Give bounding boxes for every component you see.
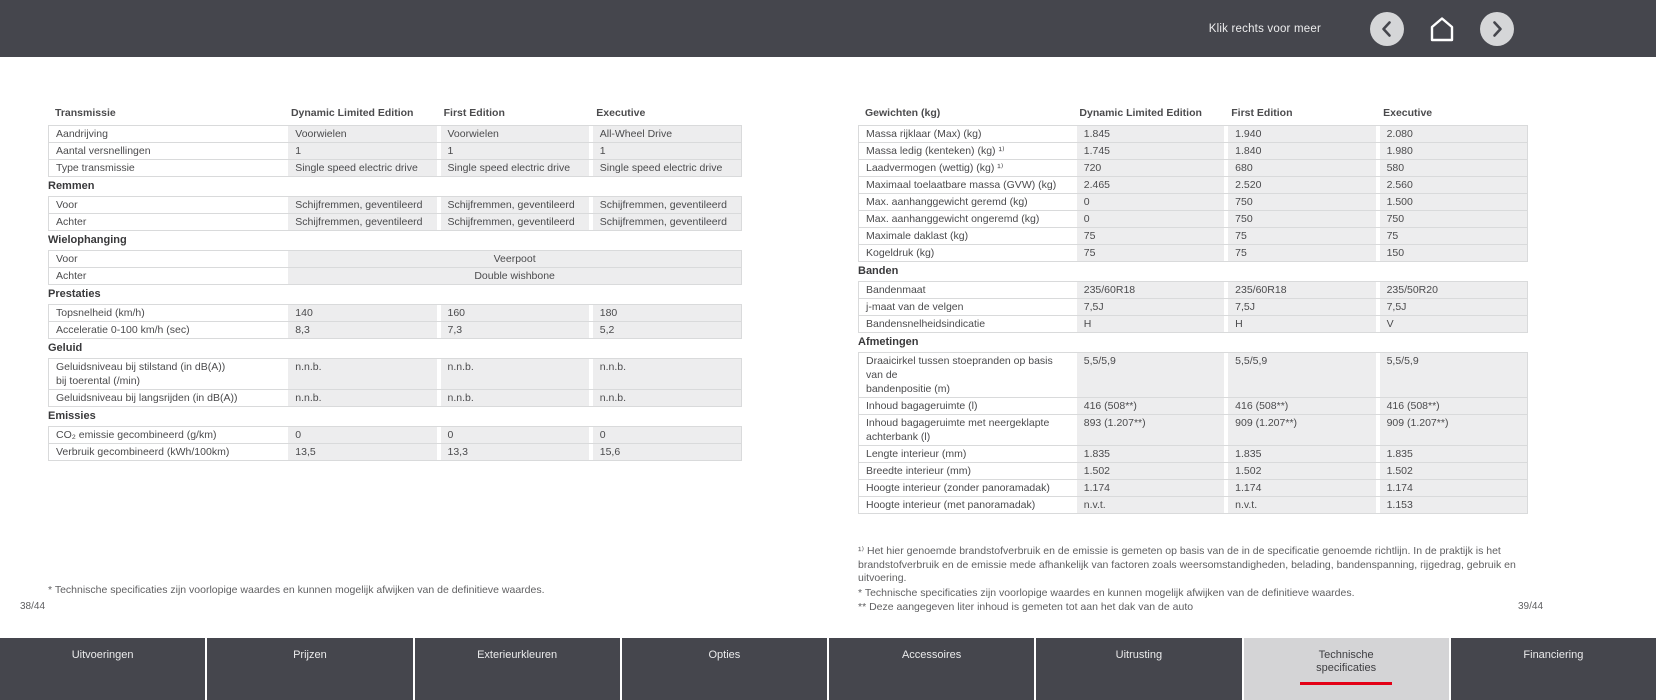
cell-value: 1.745	[1073, 143, 1224, 159]
table-row	[859, 496, 1527, 513]
cell-value: Voorwielen	[437, 126, 589, 142]
cell-value: 1.502	[1224, 463, 1375, 479]
section-title: Remmen	[48, 180, 95, 192]
cell-value: Single speed electric drive	[437, 160, 589, 176]
row-label: Maximale daklast (kg)	[859, 228, 1073, 244]
tab-prijzen[interactable]	[207, 638, 412, 700]
row-label: Geluidsniveau bij langsrijden (in dB(A))	[49, 390, 284, 406]
cell-value: Schijfremmen, geventileerd	[589, 214, 741, 230]
footnote: ** Deze aangegeven liter inhoud is gemeten tot aan het dak van de auto	[858, 601, 1194, 613]
row-label: Achter	[49, 268, 284, 284]
cell-value: 13,3	[437, 444, 589, 460]
section-rows	[48, 358, 742, 407]
home-button[interactable]	[1427, 14, 1457, 44]
cell-value: Schijfremmen, geventileerd	[284, 214, 436, 230]
footnote: ¹⁾ Het hier genoemde brandstofverbruik en de emissie is gemeten op basis van de in de specificatie genoemde richtlijn. In de praktijk is het brandstofverbruik en de emissie mede afhankelijk van factoren zoals weersomstandigheden, belading, bandenspanning, rijgedrag, gebruik en uitvoering.	[858, 545, 1516, 584]
home-icon	[1427, 14, 1457, 44]
tab-label: Opties	[708, 649, 741, 661]
section-title: Prestaties	[48, 288, 101, 300]
row-label: Aandrijving	[49, 126, 284, 142]
table-row	[49, 389, 741, 406]
cell-value: 1	[284, 143, 436, 159]
cell-value: All-Wheel Drive	[589, 126, 741, 142]
row-label: Max. aanhanggewicht ongeremd (kg)	[859, 211, 1073, 227]
cell-value: Single speed electric drive	[284, 160, 436, 176]
table-row	[859, 445, 1527, 462]
section-title: Geluid	[48, 342, 83, 354]
section-title: Wielophanging	[48, 234, 127, 246]
cell-value: 750	[1376, 211, 1527, 227]
row-label: Massa rijklaar (Max) (kg)	[859, 126, 1073, 142]
cell-value: 1.502	[1376, 463, 1527, 479]
tab-technische-specificaties[interactable]	[1244, 638, 1449, 700]
cell-value: 5,5/5,9	[1376, 353, 1527, 397]
active-tab-indicator	[1300, 682, 1392, 685]
column-header: Dynamic Limited Edition	[1079, 107, 1202, 119]
tab-label: Exterieurkleuren	[477, 649, 558, 661]
row-label: Massa ledig (kenteken) (kg) ¹⁾	[859, 143, 1073, 159]
tab-accessoires[interactable]	[829, 638, 1034, 700]
row-label: Kogeldruk (kg)	[859, 245, 1073, 261]
cell-value: H	[1224, 316, 1375, 332]
page-number-right: 39/44	[1518, 601, 1544, 612]
column-header: First Edition	[1231, 107, 1293, 119]
cell-value: 2.080	[1376, 126, 1527, 142]
footnote: * Technische specificaties zijn voorlopige waardes en kunnen mogelijk afwijken van de definitieve waardes.	[858, 586, 1355, 599]
cell-value: 7,5J	[1376, 299, 1527, 315]
cell-value: 1.502	[1073, 463, 1224, 479]
row-label: Breedte interieur (mm)	[859, 463, 1073, 479]
cell-value: 7,5J	[1224, 299, 1375, 315]
chevron-right-icon	[1480, 12, 1514, 46]
row-label: Draaicirkel tussen stoepranden op basis van de bandenpositie (m)	[859, 353, 1073, 397]
cell-value: 1.835	[1224, 446, 1375, 462]
cell-value: 235/60R18	[1073, 282, 1224, 298]
cell-value: 909 (1.207**)	[1224, 415, 1375, 445]
table-row	[859, 397, 1527, 414]
cell-value: 75	[1224, 245, 1375, 261]
row-label: Voor	[49, 251, 284, 267]
tab-uitvoeringen[interactable]	[0, 638, 205, 700]
table-row	[859, 315, 1527, 332]
cell-value: 0	[589, 427, 741, 443]
cell-value: 893 (1.207**)	[1073, 415, 1224, 445]
cell-value: n.n.b.	[589, 390, 741, 406]
cell-value: 416 (508**)	[1224, 398, 1375, 414]
section-title: Banden	[858, 265, 899, 277]
cell-value: n.v.t.	[1224, 497, 1375, 513]
cell-value: 180	[589, 305, 741, 321]
row-label: Acceleratie 0-100 km/h (sec)	[49, 322, 284, 338]
footnotes-block	[858, 545, 1558, 616]
chevron-left-icon	[1370, 12, 1404, 46]
cell-value: 160	[437, 305, 589, 321]
section-title: Emissies	[48, 410, 96, 422]
cell-value: 5,2	[589, 322, 741, 338]
cell-value: n.v.t.	[1073, 497, 1224, 513]
cell-value: 1.845	[1073, 126, 1224, 142]
section-rows	[48, 196, 742, 231]
cell-value: 1.835	[1073, 446, 1224, 462]
tab-label: Financiering	[1523, 649, 1584, 661]
table-row	[859, 298, 1527, 315]
cell-value: n.n.b.	[589, 359, 741, 389]
row-label: Type transmissie	[49, 160, 284, 176]
cell-value: 2.520	[1224, 177, 1375, 193]
column-header: Executive	[596, 107, 646, 119]
section-title: Gewichten (kg)	[865, 107, 941, 119]
tab-opties[interactable]	[622, 638, 827, 700]
cell-value: 75	[1224, 228, 1375, 244]
table-row	[859, 126, 1527, 142]
cell-value: 1.940	[1224, 126, 1375, 142]
table-row	[859, 282, 1527, 298]
cell-value: 75	[1073, 245, 1224, 261]
table-row	[49, 443, 741, 460]
row-label: Aantal versnellingen	[49, 143, 284, 159]
row-label: j-maat van de velgen	[859, 299, 1073, 315]
section-rows	[858, 352, 1528, 514]
bottom-tab-bar	[0, 638, 1656, 700]
cell-value: 1.840	[1224, 143, 1375, 159]
cell-value: 416 (508**)	[1073, 398, 1224, 414]
cell-value: n.n.b.	[437, 390, 589, 406]
cell-value: 1	[589, 143, 741, 159]
cell-value: 13,5	[284, 444, 436, 460]
cell-value: 0	[1073, 194, 1224, 210]
cell-value: 2.465	[1073, 177, 1224, 193]
table-row	[859, 159, 1527, 176]
cell-value: 5,5/5,9	[1073, 353, 1224, 397]
top-bar	[0, 0, 1656, 57]
cell-value: Schijfremmen, geventileerd	[589, 197, 741, 213]
cell-value: 140	[284, 305, 436, 321]
row-label: Topsnelheid (km/h)	[49, 305, 284, 321]
tab-uitrusting[interactable]	[1036, 638, 1241, 700]
tab-label: Prijzen	[293, 649, 327, 661]
cell-value: H	[1073, 316, 1224, 332]
row-label: Lengte interieur (mm)	[859, 446, 1073, 462]
header-hint: Klik rechts voor meer	[1208, 22, 1321, 35]
row-label: CO₂ emissie gecombineerd (g/km)	[49, 427, 284, 443]
table-row	[859, 244, 1527, 261]
cell-value: 1.174	[1376, 480, 1527, 496]
section-rows	[858, 125, 1528, 262]
table-row	[49, 267, 741, 284]
table-row	[859, 176, 1527, 193]
cell-value: 7,5J	[1073, 299, 1224, 315]
table-row	[859, 414, 1527, 445]
cell-value: 1.980	[1376, 143, 1527, 159]
cell-value: 0	[284, 427, 436, 443]
tab-label: Uitvoeringen	[71, 649, 134, 661]
table-row	[859, 479, 1527, 496]
table-row	[49, 197, 741, 213]
cell-value: n.n.b.	[437, 359, 589, 389]
table-row	[49, 126, 741, 142]
back-button[interactable]	[1370, 12, 1404, 46]
cell-value: 5,5/5,9	[1224, 353, 1375, 397]
table-header-row	[858, 106, 1528, 125]
cell-value: 750	[1224, 194, 1375, 210]
cell-value: 235/60R18	[1224, 282, 1375, 298]
row-label: Hoogte interieur (met panoramadak)	[859, 497, 1073, 513]
row-label: Verbruik gecombineerd (kWh/100km)	[49, 444, 284, 460]
specs-table-left	[48, 106, 742, 461]
row-label: Inhoud bagageruimte met neergeklapte achterbank (l)	[859, 415, 1073, 445]
cell-value: 1.500	[1376, 194, 1527, 210]
forward-button[interactable]	[1480, 12, 1514, 46]
table-row	[859, 210, 1527, 227]
cell-value: 8,3	[284, 322, 436, 338]
column-header: Dynamic Limited Edition	[290, 107, 414, 119]
page-number-left: 38/44	[20, 601, 46, 612]
cell-value: Schijfremmen, geventileerd	[284, 197, 436, 213]
table-row	[49, 359, 741, 389]
tab-exterieurkleuren[interactable]	[415, 638, 620, 700]
cell-value: 0	[1073, 211, 1224, 227]
cell-value: Schijfremmen, geventileerd	[437, 214, 589, 230]
table-row	[859, 142, 1527, 159]
table-row	[49, 142, 741, 159]
section-title: Afmetingen	[858, 336, 919, 348]
footnote: * Technische specificaties zijn voorlopige waardes en kunnen mogelijk afwijken van de definitieve waardes.	[48, 584, 545, 596]
tab-financiering[interactable]	[1451, 638, 1656, 700]
column-header: Executive	[1383, 107, 1433, 119]
cell-value: Double wishbone	[284, 268, 741, 284]
section-rows	[48, 125, 742, 177]
cell-value: 15,6	[589, 444, 741, 460]
cell-value: n.n.b.	[284, 359, 436, 389]
section-rows	[48, 304, 742, 339]
tab-label: Accessoires	[901, 649, 962, 661]
cell-value: 909 (1.207**)	[1376, 415, 1527, 445]
section-title: Transmissie	[55, 107, 116, 119]
table-row	[49, 251, 741, 267]
specs-table-right	[858, 106, 1528, 514]
cell-value: 1.174	[1224, 480, 1375, 496]
table-row	[859, 193, 1527, 210]
cell-value: 235/50R20	[1376, 282, 1527, 298]
cell-value: 580	[1376, 160, 1527, 176]
row-label: Inhoud bagageruimte (l)	[859, 398, 1073, 414]
section-rows	[858, 281, 1528, 333]
table-header-row	[48, 106, 742, 125]
cell-value: 75	[1073, 228, 1224, 244]
cell-value: 2.560	[1376, 177, 1527, 193]
cell-value: 680	[1224, 160, 1375, 176]
row-label: Hoogte interieur (zonder panoramadak)	[859, 480, 1073, 496]
cell-value: n.n.b.	[284, 390, 436, 406]
table-row	[49, 159, 741, 176]
row-label: Voor	[49, 197, 284, 213]
cell-value: Voorwielen	[284, 126, 436, 142]
cell-value: 1.153	[1376, 497, 1527, 513]
row-label: Laadvermogen (wettig) (kg) ¹⁾	[859, 160, 1073, 176]
cell-value: 1.835	[1376, 446, 1527, 462]
table-row	[49, 305, 741, 321]
cell-value: Schijfremmen, geventileerd	[437, 197, 589, 213]
cell-value: 750	[1224, 211, 1375, 227]
cell-value: Single speed electric drive	[589, 160, 741, 176]
column-header: First Edition	[443, 107, 505, 119]
cell-value: 416 (508**)	[1376, 398, 1527, 414]
table-row	[49, 321, 741, 338]
tab-label: Technische specificaties	[1316, 649, 1377, 674]
cell-value: 7,3	[437, 322, 589, 338]
cell-value: 0	[437, 427, 589, 443]
row-label: Max. aanhanggewicht geremd (kg)	[859, 194, 1073, 210]
row-label: Bandenmaat	[859, 282, 1073, 298]
section-rows	[48, 426, 742, 461]
section-rows	[48, 250, 742, 285]
table-row	[859, 353, 1527, 397]
row-label: Bandensnelheidsindicatie	[859, 316, 1073, 332]
cell-value: Veerpoot	[284, 251, 741, 267]
table-row	[49, 427, 741, 443]
tab-label: Uitrusting	[1115, 649, 1163, 661]
cell-value: 1.174	[1073, 480, 1224, 496]
row-label: Maximaal toelaatbare massa (GVW) (kg)	[859, 177, 1073, 193]
cell-value: 150	[1376, 245, 1527, 261]
cell-value: V	[1376, 316, 1527, 332]
table-row	[49, 213, 741, 230]
cell-value: 75	[1376, 228, 1527, 244]
table-row	[859, 462, 1527, 479]
row-label: Achter	[49, 214, 284, 230]
table-row	[859, 227, 1527, 244]
cell-value: 720	[1073, 160, 1224, 176]
cell-value: 1	[437, 143, 589, 159]
row-label: Geluidsniveau bij stilstand (in dB(A)) bij toerental (/min)	[49, 359, 284, 389]
